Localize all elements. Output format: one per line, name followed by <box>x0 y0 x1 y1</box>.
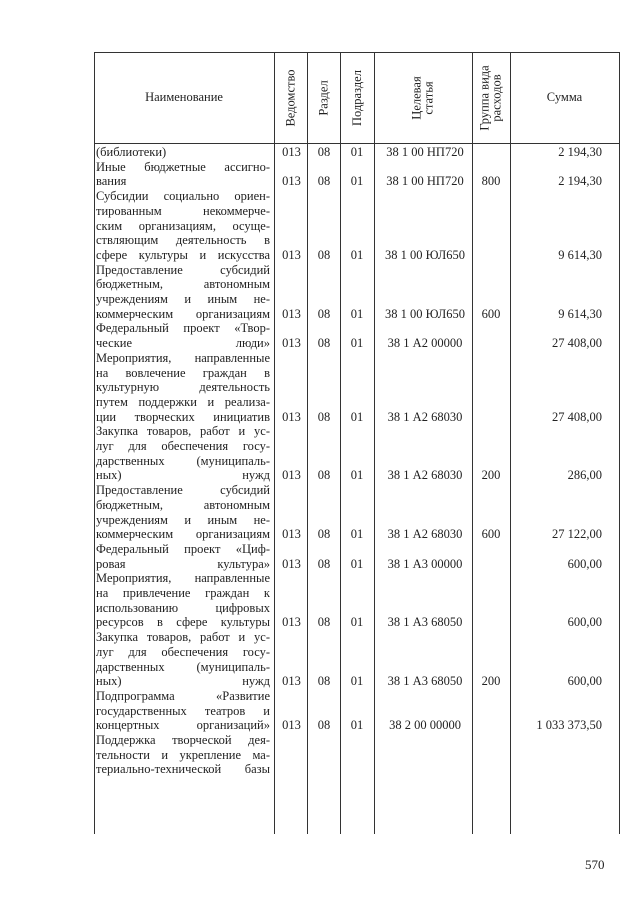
row-razdel: 08 <box>317 674 331 689</box>
row-name-line: луг для обеспечения госу- <box>96 644 270 659</box>
row-name-line: коммерческим организациям <box>96 527 270 542</box>
table-border-right <box>619 52 620 834</box>
row-name-line: дарственных (муниципаль- <box>96 659 270 674</box>
row-name-line: коммерческим организациям <box>96 306 270 321</box>
row-summa: 600,00 <box>567 556 602 571</box>
row-name-line: ровая культура» <box>96 556 270 571</box>
row-razdel: 08 <box>317 247 331 262</box>
row-name-line: учреждениям и иным не- <box>96 292 270 306</box>
header-razdel: Раздел <box>316 79 331 116</box>
row-celevaya-statya: 38 1 00 ЮЛ650 <box>384 247 466 262</box>
header-gruppa-vida-rashodov: Группа вида расходов <box>478 64 505 131</box>
column-divider <box>307 52 308 834</box>
row-name-line: ных) нужд <box>96 468 270 483</box>
row-name-line: Поддержка творческой дея- <box>96 733 270 747</box>
row-summa: 1 033 373,50 <box>536 718 602 733</box>
row-podrazdel: 01 <box>350 336 364 351</box>
row-razdel: 08 <box>317 615 331 630</box>
row-summa: 9 614,30 <box>558 247 602 262</box>
row-summa: 27 408,00 <box>552 409 602 424</box>
row-gruppa: 600 <box>481 306 501 321</box>
column-divider <box>510 52 511 834</box>
row-razdel: 08 <box>317 468 331 483</box>
row-celevaya-statya: 38 1 А3 68050 <box>387 615 463 630</box>
row-podrazdel: 01 <box>350 527 364 542</box>
row-razdel: 08 <box>317 306 331 321</box>
row-celevaya-statya: 38 1 00 НП720 <box>386 174 464 189</box>
row-summa: 600,00 <box>567 674 602 689</box>
row-vedomstvo: 013 <box>282 145 301 159</box>
header-name: Наименование <box>145 90 223 104</box>
row-celevaya-statya: 38 1 00 ЮЛ650 <box>384 306 466 321</box>
row-celevaya-statya: 38 1 А2 68030 <box>387 527 463 542</box>
column-divider <box>274 52 275 834</box>
header-podrazdel: Подраздел <box>350 69 364 126</box>
row-name-line: Предоставление субсидий <box>96 483 270 498</box>
row-podrazdel: 01 <box>350 174 364 189</box>
row-name-line: луг для обеспечения госу- <box>96 439 270 453</box>
row-celevaya-statya: 38 1 А3 68050 <box>387 674 463 689</box>
row-gruppa: 200 <box>481 468 501 483</box>
row-name-line: Мероприятия, направленные <box>96 571 270 586</box>
column-divider <box>374 52 375 834</box>
row-name <box>96 542 270 571</box>
row-vedomstvo: 013 <box>282 174 301 189</box>
row-celevaya-statya: 38 2 00 00000 <box>389 718 461 733</box>
row-podrazdel: 01 <box>350 468 364 483</box>
row-name-line: тельности и укрепление ма- <box>96 747 270 762</box>
header-celevaya-statya: Целевая статья <box>410 75 436 120</box>
row-name-line: сфере культуры и искусства <box>96 247 270 262</box>
row-podrazdel: 01 <box>350 615 364 630</box>
row-razdel: 08 <box>317 336 331 351</box>
row-podrazdel: 01 <box>350 145 364 159</box>
row-razdel: 08 <box>317 527 331 542</box>
row-podrazdel: 01 <box>350 306 364 321</box>
row-name-line: Мероприятия, направленные <box>96 350 270 365</box>
row-name-line: ных) нужд <box>96 674 270 689</box>
row-name-line: (библиотеки) <box>96 145 167 159</box>
row-celevaya-statya: 38 1 00 НП720 <box>386 145 464 159</box>
row-razdel: 08 <box>317 174 331 189</box>
row-name-line: ции творческих инициатив <box>96 409 270 424</box>
row-name-line: ческие люди» <box>96 336 270 351</box>
row-vedomstvo: 013 <box>282 409 301 424</box>
row-name-line: Закупка товаров, работ и ус- <box>96 630 270 645</box>
row-name-line: культурную деятельность <box>96 380 270 395</box>
row-vedomstvo: 013 <box>282 527 301 542</box>
row-name-line: использованию цифровых <box>96 600 270 615</box>
row-name-line: концертных организаций» <box>96 718 270 733</box>
row-celevaya-statya: 38 1 А2 00000 <box>387 336 463 351</box>
row-name-line: бюджетным, автономным <box>96 497 270 512</box>
row-celevaya-statya: 38 1 А2 68030 <box>387 468 463 483</box>
row-name-line: Закупка товаров, работ и ус- <box>96 424 270 439</box>
row-name <box>96 160 270 189</box>
row-name-line: Иные бюджетные ассигно- <box>96 159 270 174</box>
row-podrazdel: 01 <box>350 556 364 571</box>
row-name <box>96 145 270 160</box>
row-summa: 2 194,30 <box>558 174 602 189</box>
row-name <box>96 630 270 689</box>
column-divider <box>340 52 341 834</box>
row-name <box>96 733 270 777</box>
row-summa: 286,00 <box>567 468 602 483</box>
row-vedomstvo: 013 <box>282 336 301 351</box>
row-name-line: путем поддержки и реализа- <box>96 394 270 409</box>
row-name-line: Подпрограмма «Развитие <box>96 688 270 703</box>
budget-table <box>94 52 620 834</box>
row-podrazdel: 01 <box>350 409 364 424</box>
row-vedomstvo: 013 <box>282 615 301 630</box>
row-vedomstvo: 013 <box>282 674 301 689</box>
row-name-line: ресурсов в сфере культуры <box>96 615 270 630</box>
row-gruppa: 800 <box>481 174 501 189</box>
row-summa: 27 122,00 <box>552 527 602 542</box>
row-celevaya-statya: 38 1 А2 68030 <box>387 409 463 424</box>
row-name-line: государственных театров и <box>96 703 270 718</box>
row-razdel: 08 <box>317 409 331 424</box>
row-name-line: на вовлечение граждан в <box>96 365 270 380</box>
row-name-line: Федеральный проект «Твор- <box>96 321 270 336</box>
row-name <box>96 424 270 483</box>
row-vedomstvo: 013 <box>282 306 301 321</box>
row-name <box>96 689 270 733</box>
row-name <box>96 483 270 542</box>
row-name-line: Федеральный проект «Циф- <box>96 541 270 556</box>
header-divider <box>94 143 620 144</box>
row-summa: 600,00 <box>567 615 602 630</box>
page-number: 570 <box>585 857 605 872</box>
row-summa: 2 194,30 <box>558 145 602 159</box>
row-summa: 27 408,00 <box>552 336 602 351</box>
row-name <box>96 571 270 630</box>
row-gruppa: 200 <box>481 674 501 689</box>
row-vedomstvo: 013 <box>282 247 301 262</box>
row-name <box>96 189 270 263</box>
table-border-left <box>94 52 95 834</box>
row-name <box>96 263 270 322</box>
row-name-line: учреждениям и иным не- <box>96 512 270 527</box>
row-name-line: Субсидии социально ориен- <box>96 189 270 204</box>
header-summa: Сумма <box>546 90 583 104</box>
row-razdel: 08 <box>317 556 331 571</box>
row-name-line: ствляющим деятельность в <box>96 233 270 248</box>
row-summa: 9 614,30 <box>558 306 602 321</box>
row-celevaya-statya: 38 1 А3 00000 <box>387 556 463 571</box>
row-name-line: вания <box>96 174 127 189</box>
row-name <box>96 351 270 425</box>
row-vedomstvo: 013 <box>282 468 301 483</box>
row-podrazdel: 01 <box>350 718 364 733</box>
row-razdel: 08 <box>317 718 331 733</box>
row-name-line: тированным некоммерче- <box>96 203 270 218</box>
row-name <box>96 321 270 350</box>
row-vedomstvo: 013 <box>282 556 301 571</box>
row-razdel: 08 <box>317 145 331 159</box>
header-vedomstvo: Ведомство <box>283 68 298 127</box>
row-name-line: на привлечение граждан к <box>96 586 270 600</box>
row-name-line: бюджетным, автономным <box>96 277 270 292</box>
row-vedomstvo: 013 <box>282 718 301 733</box>
row-podrazdel: 01 <box>350 674 364 689</box>
row-gruppa: 600 <box>481 527 501 542</box>
row-name-line: дарственных (муниципаль- <box>96 453 270 468</box>
row-name-line: ским организациям, осуще- <box>96 218 270 233</box>
row-name-line: териально-технической базы <box>96 762 270 777</box>
row-podrazdel: 01 <box>350 247 364 262</box>
column-divider <box>472 52 473 834</box>
row-name-line: Предоставление субсидий <box>96 262 270 277</box>
